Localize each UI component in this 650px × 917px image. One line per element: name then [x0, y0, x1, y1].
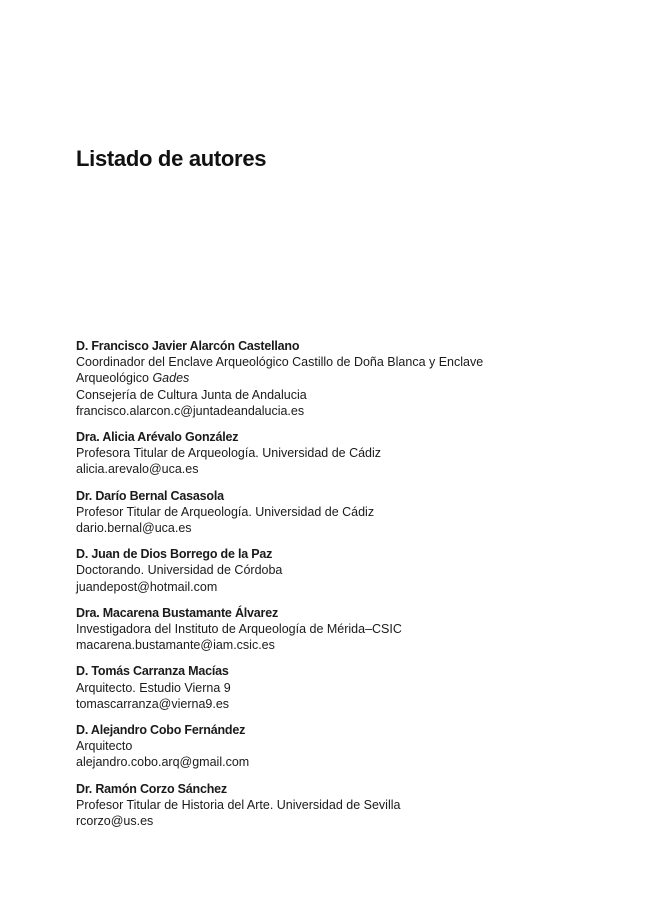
author-entry	[76, 605, 596, 654]
author-name: D. Tomás Carranza Macías	[76, 664, 229, 679]
author-institution: Consejería de Cultura Junta de Andalucia	[76, 387, 307, 402]
author-email: tomascarranza@vierna9.es	[76, 696, 230, 711]
author-name: Dra. Macarena Bustamante Álvarez	[76, 605, 279, 620]
author-email: francisco.alarcon.c@juntadeandalucia.es	[76, 403, 305, 418]
author-position: Profesor Titular de Arqueología. Universidad de Cádiz	[76, 504, 375, 519]
author-email: rcorzo@us.es	[76, 814, 154, 829]
author-entry	[76, 781, 596, 830]
author-email: alicia.arevalo@uca.es	[76, 462, 199, 477]
author-list	[76, 338, 596, 839]
author-name: D. Alejandro Cobo Fernández	[76, 723, 246, 738]
author-name: Dr. Darío Bernal Casasola	[76, 488, 224, 503]
author-email: juandepost@hotmail.com	[76, 579, 218, 594]
author-position: Coordinador del Enclave Arqueológico Castillo de Doña Blanca y Enclave	[76, 355, 484, 370]
author-entry	[76, 663, 596, 712]
author-entry	[76, 722, 596, 771]
author-position: Arquitecto. Estudio Vierna 9	[76, 680, 231, 695]
author-position-continued	[76, 370, 596, 386]
author-position: Doctorando. Universidad de Córdoba	[76, 563, 283, 578]
author-position: Arquitecto	[76, 739, 133, 754]
author-position: Profesor Titular de Historia del Arte. Universidad de Sevilla	[76, 797, 401, 812]
author-entry	[76, 488, 596, 537]
author-position-italic: Gades	[152, 371, 190, 386]
author-email: macarena.bustamante@iam.csic.es	[76, 638, 275, 653]
author-name: Dr. Ramón Corzo Sánchez	[76, 781, 227, 796]
author-entry	[76, 338, 596, 419]
author-name: D. Juan de Dios Borrego de la Paz	[76, 547, 273, 562]
author-name: D. Francisco Javier Alarcón Castellano	[76, 339, 300, 353]
author-position-prefix: Arqueológico	[76, 371, 153, 386]
author-entry	[76, 429, 596, 478]
author-position: Investigadora del Instituto de Arqueología de Mérida–CSIC	[76, 622, 402, 637]
author-name: Dra. Alicia Arévalo González	[76, 430, 239, 445]
author-email: dario.bernal@uca.es	[76, 521, 192, 536]
author-position: Profesora Titular de Arqueología. Universidad de Cádiz	[76, 446, 382, 461]
author-entry	[76, 546, 596, 595]
author-email: alejandro.cobo.arq@gmail.com	[76, 755, 250, 770]
page-title: Listado de autores	[76, 146, 267, 171]
